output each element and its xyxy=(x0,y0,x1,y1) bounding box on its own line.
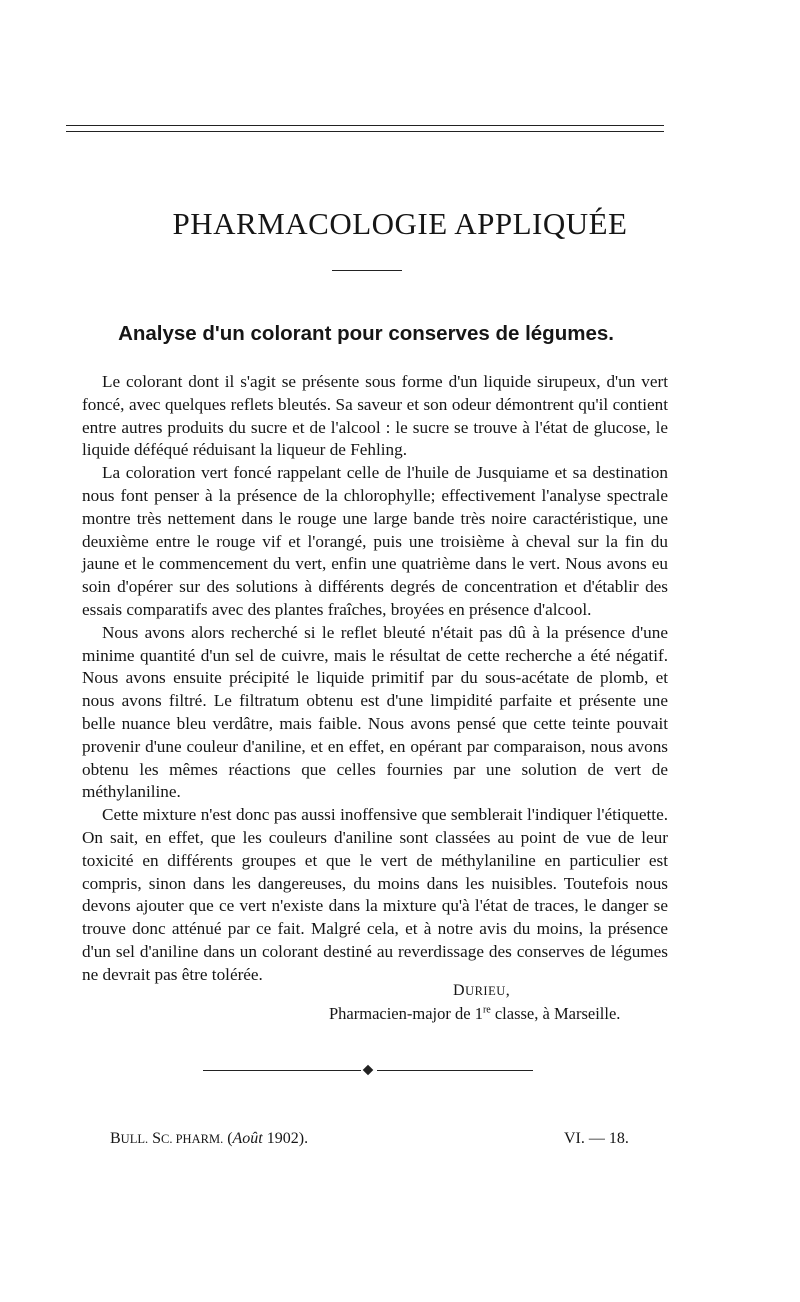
ornament-line-left xyxy=(203,1070,361,1071)
page-title: PHARMACOLOGIE APPLIQUÉE xyxy=(172,206,628,241)
title-divider xyxy=(332,270,402,271)
paragraph: Le colorant dont il s'agit se présente sous forme d'un liquide sirupeux, d'un vert foncé, avec quelques reflets bleutés. Sa saveur et son odeur démontrent qu'il contient entre autres produits du sucre et de l'alcool : le sucre se trouve à l'état de glucose, le liquide déféqué réduisant la liqueur de Fehling. xyxy=(82,372,668,460)
article-subtitle: Analyse d'un colorant pour conserves de légumes. xyxy=(118,322,614,345)
diamond-icon xyxy=(363,1065,374,1076)
article-body xyxy=(82,371,668,987)
ornament-line-right xyxy=(377,1070,533,1071)
footer-page-number: VI. — 18. xyxy=(564,1130,629,1147)
top-rule-thin xyxy=(66,131,664,132)
author-role: Pharmacien-major de 1re classe, à Marseille. xyxy=(329,1004,621,1023)
footer-citation: BULL. SC. PHARM. (Août 1902). xyxy=(110,1130,309,1147)
paragraph: Nous avons alors recherché si le reflet bleuté n'était pas dû à la présence d'une minime quantité d'un sel de cuivre, mais le résultat de cette recherche a été négatif. Nous avons ensuite précipité le liquide primitif par du sous-acétate de plomb, et nous avons filtré. Le filtratum obtenu est d'une limpidité parfaite et présente une belle nuance bleu verdâtre, mais faible. Nous avons pensé que cette teinte pouvait provenir d'une couleur d'aniline, et en effet, en opérant par comparaison, nous avons obtenu les mêmes réactions que celles fournies par une solution de vert de méthylaniline. xyxy=(82,622,668,802)
end-ornament xyxy=(203,1066,533,1076)
paragraph: Cette mixture n'est donc pas aussi inoffensive que semblerait l'indiquer l'étiquette. On sait, en effet, que les couleurs d'aniline sont classées au point de vue de leur toxicité en différents groupes et que le vert de méthylaniline en particulier est compris, sinon dans les dangereuses, du moins dans les nuisibles. Toutefois nous devons ajouter que ce vert n'existe dans la mixture qu'à l'état de traces, le danger se trouve donc atténué par ce fait. Malgré cela, et à notre avis du moins, la présence d'un sel d'aniline dans un colorant destiné au reverdissage des conserves de légumes ne devrait pas être tolérée. xyxy=(82,805,668,984)
author-name: DURIEU, xyxy=(453,982,511,999)
paragraph: La coloration vert foncé rappelant celle de l'huile de Jusquiame et sa destination nous font penser à la présence de la chlorophylle; effectivement l'analyse spectrale montre très nettement dans le rouge une large bande très noire caractéristique, une deuxième entre le rouge vif et l'orangé, puis une troisième à cheval sur la fin du jaune et le commencement du vert, enfin une quatrième dans le vert. Nous avons eu soin d'opérer sur des solutions à différents degrés de concentration et d'établir des essais comparatifs avec des plantes fraîches, broyées en présence d'alcool. xyxy=(82,463,668,619)
top-rule-thick xyxy=(66,125,664,126)
